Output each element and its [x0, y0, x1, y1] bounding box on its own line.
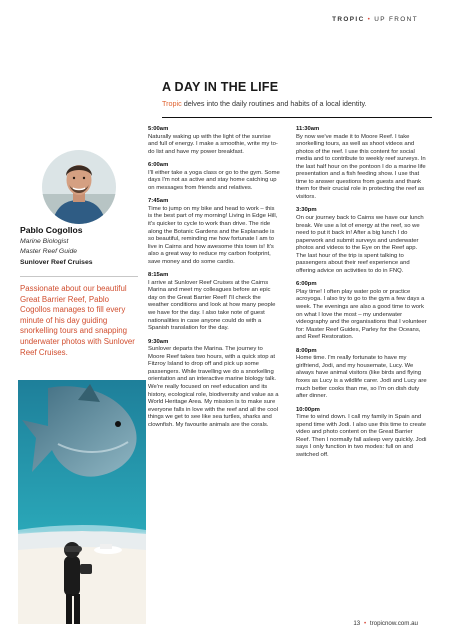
entry-time: 3:30pm [296, 207, 317, 214]
page-number: 13 [353, 620, 361, 627]
timeline-entry [148, 162, 280, 192]
article-title: A DAY IN THE LIFE [162, 80, 279, 94]
entry-text: Home time. I'm really fortunate to have my girlfriend, Jodi, and my housemate, Lucy. We always have animal visitors (like birds and flying foxes as Lucy is a wildlife carer. Jodi and Lucy are much better cooks than me, so I'm on dish duty after dinner. [296, 355, 427, 400]
running-header [332, 16, 418, 23]
section-name: UP FRONT [374, 16, 418, 23]
entry-time: 6:00am [148, 162, 169, 169]
profile-role-2: Master Reef Guide [20, 248, 78, 255]
entry-time: 11:30am [296, 126, 320, 132]
entry-text: Time to wind down. I call my family in Spain and spend time with Jodi. I also use this time to create video and photo content on the Great Barrier Reef. Then I normally fall asleep very quickly. Jodi says I only function in two modes: full on and switched off. [296, 414, 427, 458]
footer-separator: • [363, 620, 367, 627]
timeline-entry [148, 198, 280, 266]
timeline-entry [296, 126, 428, 201]
entry-time: 5:00am [148, 126, 169, 132]
magazine-name: TROPIC [332, 16, 365, 23]
intro-brand: Tropic [162, 99, 182, 108]
entry-text: By now we've made it to Moore Reef. I take snorkelling tours, as well as shoot videos and photos of the reef. I use this content for social media and to contribute to weekly reef surveys. In the last half hour on the pontoon I do a marine life presentation and a fish feeding show. I use that time to answer questions from guests and thank them for their crucial role in protecting the reef as visitors. [296, 133, 426, 200]
page-footer [353, 620, 418, 627]
website-link[interactable]: tropicnow.com.au [369, 620, 418, 627]
entry-time: 10:00pm [296, 406, 320, 413]
entry-time: 7:45am [148, 198, 169, 205]
profile-name: Pablo Cogollos [20, 225, 83, 235]
timeline-column-2 [296, 126, 428, 465]
sidebar-rule [20, 276, 138, 277]
profile-role-1: Marine Biologist [20, 238, 69, 245]
entry-text: I'll either take a yoga class or go to the gym. Some days I'm not as active and stay home catching up on messages from friends and relatives. [148, 169, 280, 191]
entry-time: 9:30am [148, 338, 169, 345]
timeline-entry [296, 207, 428, 275]
timeline-entry [296, 348, 428, 401]
portrait-photo [42, 150, 116, 224]
entry-text: Play time! I often play water polo or practice acroyoga. I also try to go to the gym a few days a week. The evenings are also a good time to work on what I love the most – my underwater videography and the organisations that I volunteer for: Master Reef Guides, Parley for the Oceans, and Reef Restoration. [296, 288, 427, 341]
title-rule [162, 117, 432, 118]
header-separator: • [367, 16, 372, 23]
entry-text: Time to jump on my bike and head to work – this is the best part of my morning! Living in Edge Hill, it's quicker to cycle to work than drive. The ride along the Botanic Gardens and the Esplanade is so beautiful, reminding me how fortunate I am to live in Cairns and how awesome this town is! It's also a great way to reduce my carbon footprint, save money and do some cardio. [148, 205, 278, 265]
entry-text: I arrive at Sunlover Reef Cruises at the Cairns Marina and meet my colleagues before an epic day on the Great Barrier Reef! I'll check the weather conditions and look at how many people we have for the day. I also take note of guest nationalities in case anyone could do with a Spanish translation for the day. [148, 279, 276, 332]
entry-text: On our journey back to Cairns we have our lunch break. We use a lot of energy at the reef, so we need to put it back in! After a big lunch I do paperwork and submit surveys and underwater photos and videos to the Eye on the Reef app. The last hour of the trip is spent talking to passengers about their reef experience and offering advice on activities to do in FNQ. [296, 215, 424, 274]
timeline-entry [148, 126, 280, 156]
profile-organisation: Sunlover Reef Cruises [20, 259, 93, 266]
entry-text: Sunlover departs the Marina. The journey to Moore Reef takes two hours, with a quick stop at Fitzroy Island to drop off and pick up some passengers. While travelling we do a snorkelling orientation and an interactive marine biology talk. We're really focused on reef education and its history, ecological role, biodiversity and value as a World Heritage Area. My mission is to make sure everyone falls in love with the reef and all the cool things we get to see like sea turtles, sharks and clownfish. My favourite animals are the corals. [148, 346, 279, 428]
entry-time: 8:15am [148, 272, 169, 279]
entry-time: 6:00pm [296, 281, 317, 288]
entry-time: 8:00pm [296, 347, 317, 354]
timeline-entry [148, 272, 280, 332]
timeline-entry [148, 339, 280, 430]
timeline-column-1 [148, 126, 280, 435]
entry-text: Naturally waking up with the light of the sunrise and full of energy. I make a smoothie, write my to-do list and have my power breakfast. [148, 133, 278, 155]
article-intro [162, 99, 367, 108]
pull-quote: Passionate about our beautiful Great Barrier Reef, Pablo Cogollos manages to fill every minute of his day guiding snorkelling tours and snapping underwater photos with Sunlover Reef Cruises. [20, 284, 135, 357]
timeline-entry [296, 281, 428, 341]
intro-text: delves into the daily routines and habits of a local identity. [181, 99, 367, 108]
timeline-entry [296, 407, 428, 460]
underwater-photo [18, 380, 146, 624]
